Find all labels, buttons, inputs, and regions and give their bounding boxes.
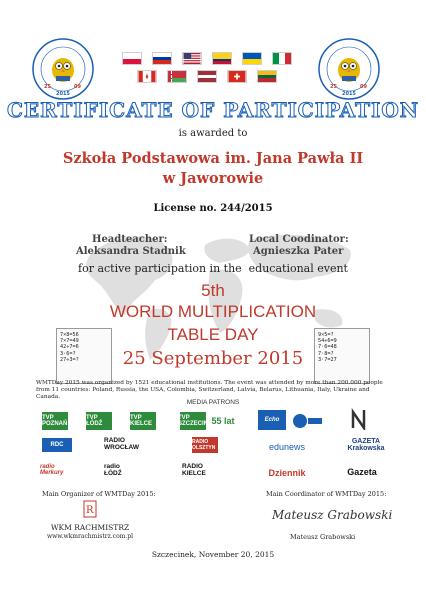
license-number: License no. 244/2015 [153,203,273,214]
flag-russia-icon [152,52,172,65]
flag-canada-icon [137,70,157,83]
patron-n-logo [350,408,368,430]
wmtday-seal-left-logo [32,38,94,100]
patron-tvp-szczecin-logo: TVP SZCZECIN [180,412,206,430]
wmtday-seal-right-logo [318,38,380,100]
flag-switzerland-icon [227,70,247,83]
patron-edunews-logo: edunews [268,442,306,452]
card-line: 3·7=27 [318,356,337,363]
main-coordinator-name: Mateusz Grabowski [290,533,356,541]
main-organizer-name: WKM RACHMISTRZ [50,523,130,532]
patron-rdc-logo: RDC [42,438,72,452]
headteacher-label: Headteacher: [92,234,168,245]
patron-dziennik-logo: Dziennik [268,468,306,478]
card-line: 27÷3=? [60,356,79,363]
card-line: 3·6=? [60,350,76,357]
event-title-line2: TABLE DAY [167,325,259,344]
wkm-rachmistrz-logo-icon [83,500,97,518]
awarded-text: is awarded to [178,128,248,139]
card-line: 9×5=? [318,332,334,338]
patron-radio-olsztyn-logo: RADIO OLSZTYN [192,437,218,453]
place-date: Szczecinek, November 20, 2015 [151,550,275,559]
certificate-title: CERTIFICATE OF PARTICIPATION [6,98,420,122]
svg-text:R: R [86,505,94,516]
event-statistics-text: WMTDay 2015 was organized by 1521 educational institutions. The event was attended by more than 200.000 people from 11 countries: Poland, Russia, the USA, Colombia, Switzerland, Latvia, Belarus, Lithuania, Italy, Ukraine and Canada. [36,380,383,401]
flag-latvia-icon [197,70,217,83]
flag-belarus-icon [167,70,187,83]
flag-lithuania-icon [257,70,277,83]
participation-text: for active participation in the educational event [78,262,348,275]
media-patrons-title: MEDIA PATRONS [186,399,240,406]
patron-tvp-poznan-logo: TVP POZNAŃ [42,412,68,430]
main-organizer-label: Main Organizer of WMTDay 2015: [42,490,156,498]
multiplication-card-left [56,328,112,384]
card-line: 7×7=49 [60,338,79,345]
flag-usa-icon [182,52,202,65]
headteacher-name: Aleksandra Stadnik [76,246,186,257]
patron-radio-wroclaw-logo: RADIO WROCŁAW [104,437,140,451]
patron-round-logo [292,412,322,430]
patron-radio-kielce-logo: RADIO KIELCE [182,463,206,477]
patron-tvp-lodz-logo: TVP ŁÓDŹ [86,412,112,430]
recipient-name-line2: w Jaworowie [162,170,264,187]
recipient-name-line1: Szkoła Podstawowa im. Jana Pawła II [62,150,364,167]
card-line: 54÷6=9 [318,338,337,345]
patron-55lat-logo: 55 lat [211,416,235,426]
card-line: 42÷7=6 [60,344,79,351]
patron-tvp-kielce-logo: TVP KIELCE [130,412,156,430]
multiplication-card-right [314,328,370,384]
svg-text:09: 09 [74,84,81,90]
card-line: 7·6=48 [318,344,337,351]
patron-radio-merkury-logo: radio Merkury [40,464,64,476]
main-coordinator-signature: Mateusz Grabowski [272,508,393,522]
svg-text:09: 09 [360,84,367,90]
main-organizer-url[interactable]: www.wkmrachmistrz.com.pl [46,533,134,540]
main-coordinator-label: Main Coordinator of WMTDay 2015: [266,490,387,498]
svg-text:25: 25 [330,84,337,90]
flag-italy-icon [272,52,292,65]
event-title-line1: WORLD MULTIPLICATION [109,302,317,321]
flag-colombia-icon [212,52,232,65]
event-date: 25 September 2015 [122,348,304,369]
patron-gazeta-krakowska-logo: GAZETA Krakowska [347,438,385,452]
event-edition: 5th [201,281,225,300]
svg-text:25: 25 [44,84,51,90]
local-coordinator-label: Local Coodinator: [249,234,349,245]
flag-ukraine-icon [242,52,262,65]
card-line: 7×8=56 [60,332,79,338]
svg-text:2015: 2015 [56,91,70,97]
patron-echo-logo: Echo [258,410,286,430]
patron-radio-lodz-logo: radio ŁÓDŹ [104,463,122,477]
local-coordinator-name: Agnieszka Pater [253,246,344,257]
flag-poland-icon [122,52,142,65]
svg-text:2015: 2015 [342,91,356,97]
patron-gazeta-logo: Gazeta [347,467,377,477]
card-line: 7·8=? [318,350,334,357]
